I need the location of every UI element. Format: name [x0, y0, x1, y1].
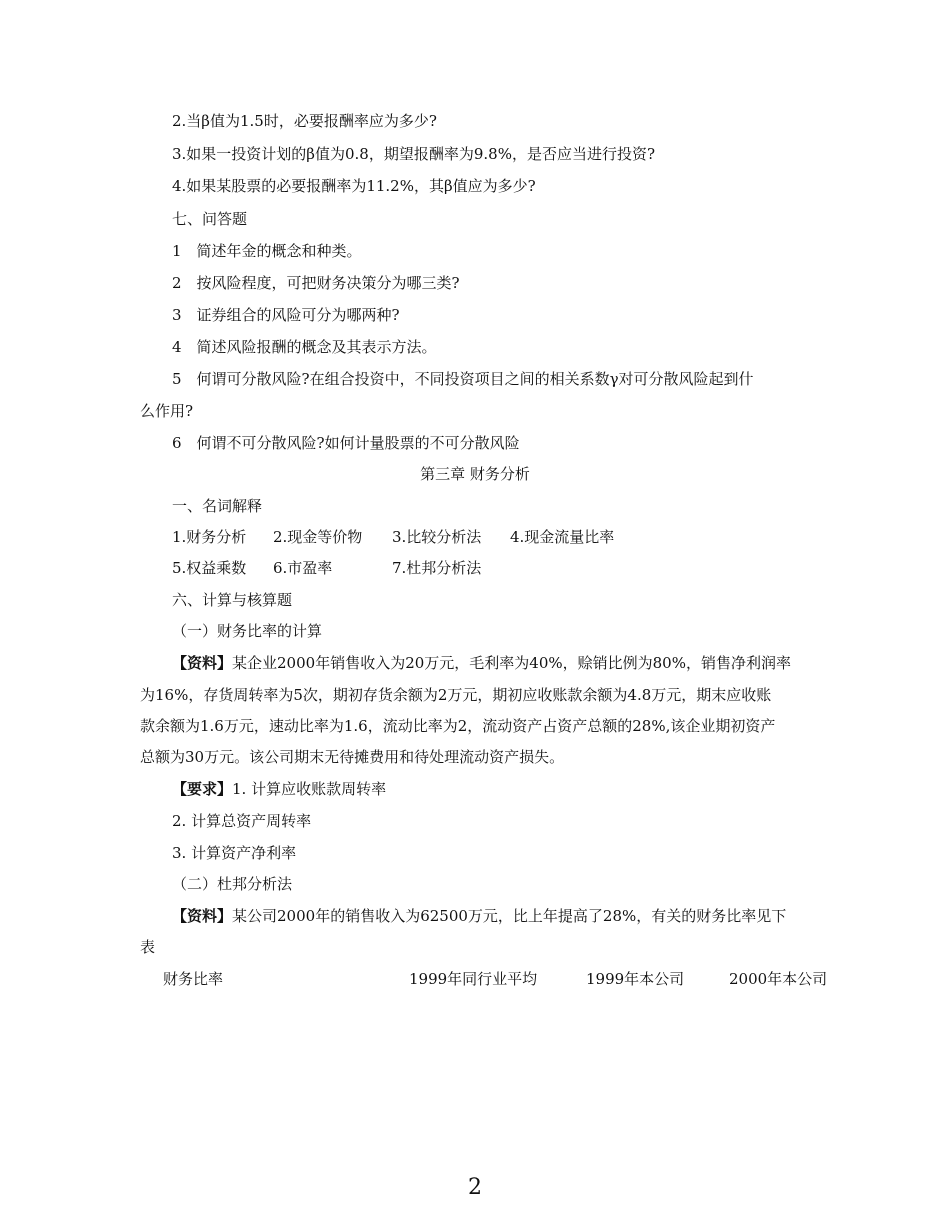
material1-label: 【资料】: [172, 654, 233, 672]
term-7: 7.杜邦分析法: [392, 559, 482, 577]
material1-text: 某企业2000年销售收入为20万元，毛利率为40%，赊销比例为80%，销售净利润率: [232, 654, 791, 672]
table-header-ratio: 财务比率: [163, 970, 224, 988]
table-header-1999-industry: 1999年同行业平均: [409, 970, 538, 988]
qa-item-3: 3 证券组合的风险可分为哪两种?: [172, 306, 400, 324]
qa-item-4: 4 简述风险报酬的概念及其表示方法。: [172, 338, 437, 356]
question-2: 2.当β值为1.5时，必要报酬率应为多少?: [172, 112, 437, 130]
requirement-label: 【要求】: [172, 780, 233, 798]
qa-item-5-line2: 么作用?: [140, 402, 194, 420]
qa-item-6: 6 何谓不可分散风险?如何计量股票的不可分散风险: [172, 434, 520, 452]
material1-line1: [172, 653, 791, 673]
requirement-2: 2. 计算总资产周转率: [172, 812, 312, 830]
table-header-1999-company: 1999年本公司: [586, 970, 685, 988]
question-3: 3.如果一投资计划的β值为0.8，期望报酬率为9.8%，是否应当进行投资?: [172, 145, 655, 163]
requirement-1: [172, 779, 386, 799]
material2-text: 某公司2000年的销售收入为62500万元，比上年提高了28%，有关的财务比率见下: [232, 907, 787, 925]
requirement-3: 3. 计算资产净利率: [172, 844, 297, 862]
qa-item-2: 2 按风险程度，可把财务决策分为哪三类?: [172, 274, 460, 292]
material2-line1: [172, 906, 786, 926]
requirement-1-text: 1. 计算应收账款周转率: [232, 780, 387, 798]
qa-item-1: 1 简述年金的概念和种类。: [172, 242, 362, 260]
qa-heading: 七、问答题: [172, 210, 248, 228]
term-4: 4.现金流量比率: [510, 528, 615, 546]
table-header-2000-company: 2000年本公司: [729, 970, 828, 988]
material2-label: 【资料】: [172, 907, 233, 925]
term-6: 6.市盈率: [273, 559, 333, 577]
term-1: 1.财务分析: [172, 528, 247, 546]
terms-heading: 一、名词解释: [172, 497, 263, 515]
material2-line2: 表: [140, 938, 156, 956]
term-5: 5.权益乘数: [172, 559, 247, 577]
term-3: 3.比较分析法: [392, 528, 482, 546]
sub1-heading: （一）财务比率的计算: [172, 622, 323, 640]
qa-item-5-line1: 5 何谓可分散风险?在组合投资中，不同投资项目之间的相关系数γ对可分散风险起到什: [172, 370, 754, 388]
page-number: 2: [468, 1175, 482, 1200]
material1-line4: 总额为30万元。该公司期末无待摊费用和待处理流动资产损失。: [140, 748, 565, 766]
material1-line3: 款余额为1.6万元，速动比率为1.6，流动比率为2，流动资产占资产总额的28%,该企业期初资产: [140, 717, 776, 735]
question-4: 4.如果某股票的必要报酬率为11.2%，其β值应为多少?: [172, 177, 536, 195]
material1-line2: 为16%，存货周转率为5次，期初存货余额为2万元，期初应收账款余额为4.8万元，期末应收账: [140, 686, 772, 704]
calc-heading: 六、计算与核算题: [172, 591, 293, 609]
sub2-heading: （二）杜邦分析法: [172, 875, 293, 893]
term-2: 2.现金等价物: [273, 528, 363, 546]
chapter-title: 第三章 财务分析: [420, 465, 530, 483]
